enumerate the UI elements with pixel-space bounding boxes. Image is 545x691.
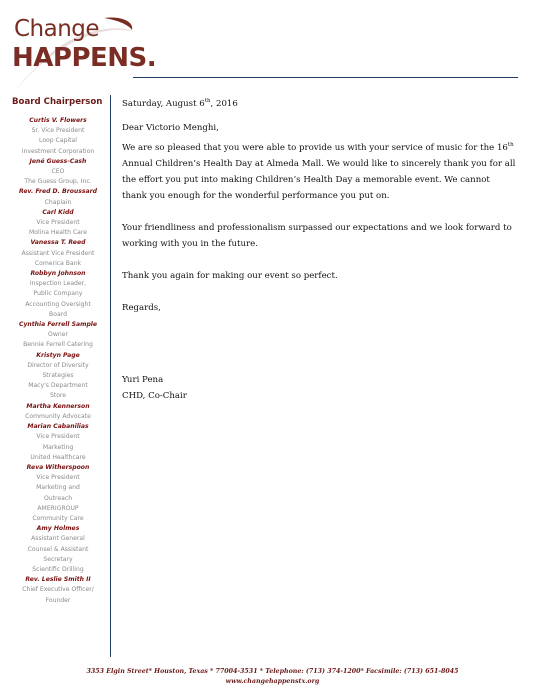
board-member	[6, 269, 110, 320]
date-year: , 2016	[210, 99, 238, 109]
logo-text-happens: HAPPENS.	[12, 43, 157, 73]
sidebar-divider	[110, 95, 111, 657]
board-member	[6, 575, 110, 606]
member-name: Curtis V. Flowers	[29, 117, 87, 124]
signer-title: CHD, Co-Chair	[122, 391, 187, 401]
board-member	[6, 116, 110, 157]
member-detail: Strategies	[42, 372, 74, 380]
member-name: Amy Holmes	[36, 525, 80, 533]
board-member	[6, 157, 110, 188]
member-detail: AMERIGROUP	[37, 504, 79, 512]
member-detail: Inspection Leader,	[29, 280, 87, 288]
member-name: Martha Kennerson	[26, 402, 90, 410]
member-detail: Assistant Vice President	[21, 249, 95, 257]
member-detail: Founder	[45, 596, 71, 604]
member-detail: Owner	[48, 331, 68, 339]
member-detail: Community Advocate	[25, 412, 91, 420]
board-member	[6, 463, 110, 524]
member-detail: Outreach	[43, 494, 73, 502]
change-happens-logo	[10, 14, 157, 94]
member-detail: Bennie Ferrell Catering	[23, 341, 93, 349]
member-detail: Public Company	[33, 290, 83, 298]
member-name: Jené Guess-Cash	[29, 157, 87, 165]
member-detail: Vice President	[36, 219, 80, 227]
paragraph-1	[122, 140, 517, 204]
member-detail: Comerica Bank	[34, 259, 82, 267]
member-detail: Chaplain	[44, 198, 72, 206]
board-member	[6, 208, 110, 239]
letter-body	[122, 96, 517, 404]
member-detail: Vice President	[36, 474, 80, 482]
member-detail: Store	[49, 392, 67, 400]
member-detail: Board	[49, 310, 67, 318]
member-detail: Macy's Department	[28, 382, 88, 390]
board-member	[6, 187, 110, 207]
member-name: Marian Cabanilias	[27, 423, 89, 431]
member-detail: Molina Health Care	[29, 229, 87, 237]
header-rule	[133, 77, 518, 78]
date-ordinal: th	[204, 98, 211, 105]
footer	[0, 667, 545, 686]
date-text: Saturday, August 6	[122, 99, 205, 109]
member-detail: Investment Corporation	[21, 147, 95, 155]
member-name: Carl Kidd	[42, 208, 74, 216]
member-detail: Chief Executive Officer/	[22, 586, 94, 594]
member-detail: Community Care	[32, 514, 84, 522]
member-detail: Loop Capital	[39, 137, 77, 145]
paragraph-3: Thank you again for making our event so perfect.	[122, 271, 338, 281]
board-member	[6, 238, 110, 269]
logo-text-change: Change	[14, 16, 100, 42]
signer-name: Yuri Pena	[122, 375, 164, 385]
board-member-list	[6, 116, 110, 606]
member-detail: Director of Diversity	[27, 361, 89, 369]
member-detail: Counsel & Assistant	[27, 545, 89, 553]
paragraph-1-rest: Annual Children’s Health Day at Almeda Mall. We would like to sincerely thank you for all the effort you put into making Children’s Health Day a memorable event. We cannot thank you enough for the wonderful performance you put on.	[122, 159, 516, 201]
footer-address: 3353 Elgin Street* Houston, Texas * 77004-3531 * Telephone: (713) 374-1200* Facsimile: (713) 651-8045	[86, 668, 459, 675]
board-member	[6, 422, 110, 463]
member-detail: Scientific Drilling	[32, 565, 84, 573]
board-member	[6, 402, 110, 422]
member-detail: Sr. Vice President	[31, 127, 85, 135]
member-detail: Marketing and	[36, 484, 80, 492]
member-detail: CEO	[51, 168, 65, 176]
member-detail: Vice President	[36, 433, 80, 441]
board-member	[6, 351, 110, 402]
member-name: Rev. Fred D. Broussard	[19, 188, 97, 196]
sidebar-title: Board Chairperson	[12, 97, 103, 107]
paragraph-1-ordinal: th	[507, 142, 514, 149]
member-name: Vanessa T. Reed	[30, 239, 86, 247]
member-name: Rev. Leslie Smith II	[25, 576, 91, 584]
paragraph-2: Your friendliness and professionalism surpassed our expectations and we look forward to working with you in the future.	[122, 223, 512, 249]
member-detail: Accounting Oversight	[25, 300, 91, 308]
board-member	[6, 320, 110, 351]
member-detail: Marketing	[42, 443, 74, 451]
board-member	[6, 524, 110, 575]
footer-website[interactable]: www.changehappenstx.org	[225, 677, 320, 685]
member-name: Kristyn Page	[36, 351, 80, 359]
paragraph-1-number: 16	[496, 143, 508, 153]
letter-date	[122, 96, 517, 112]
member-detail: United Healthcare	[30, 453, 86, 461]
paragraph-1-start: We are so pleased that you were able to provide us with your service of music for the	[122, 143, 497, 153]
closing: Regards,	[122, 303, 161, 313]
member-detail: Assistant General	[31, 535, 85, 543]
salutation: Dear Victorio Menghi,	[122, 123, 219, 133]
member-name: Reva Witherspoon	[26, 463, 90, 471]
member-name: Robbyn Johnson	[30, 270, 86, 278]
member-detail: The Guess Group, Inc.	[24, 178, 92, 186]
member-name: Cynthia Ferrell Sample	[18, 321, 98, 329]
member-detail: Secretary	[43, 555, 73, 563]
board-sidebar	[6, 97, 110, 606]
